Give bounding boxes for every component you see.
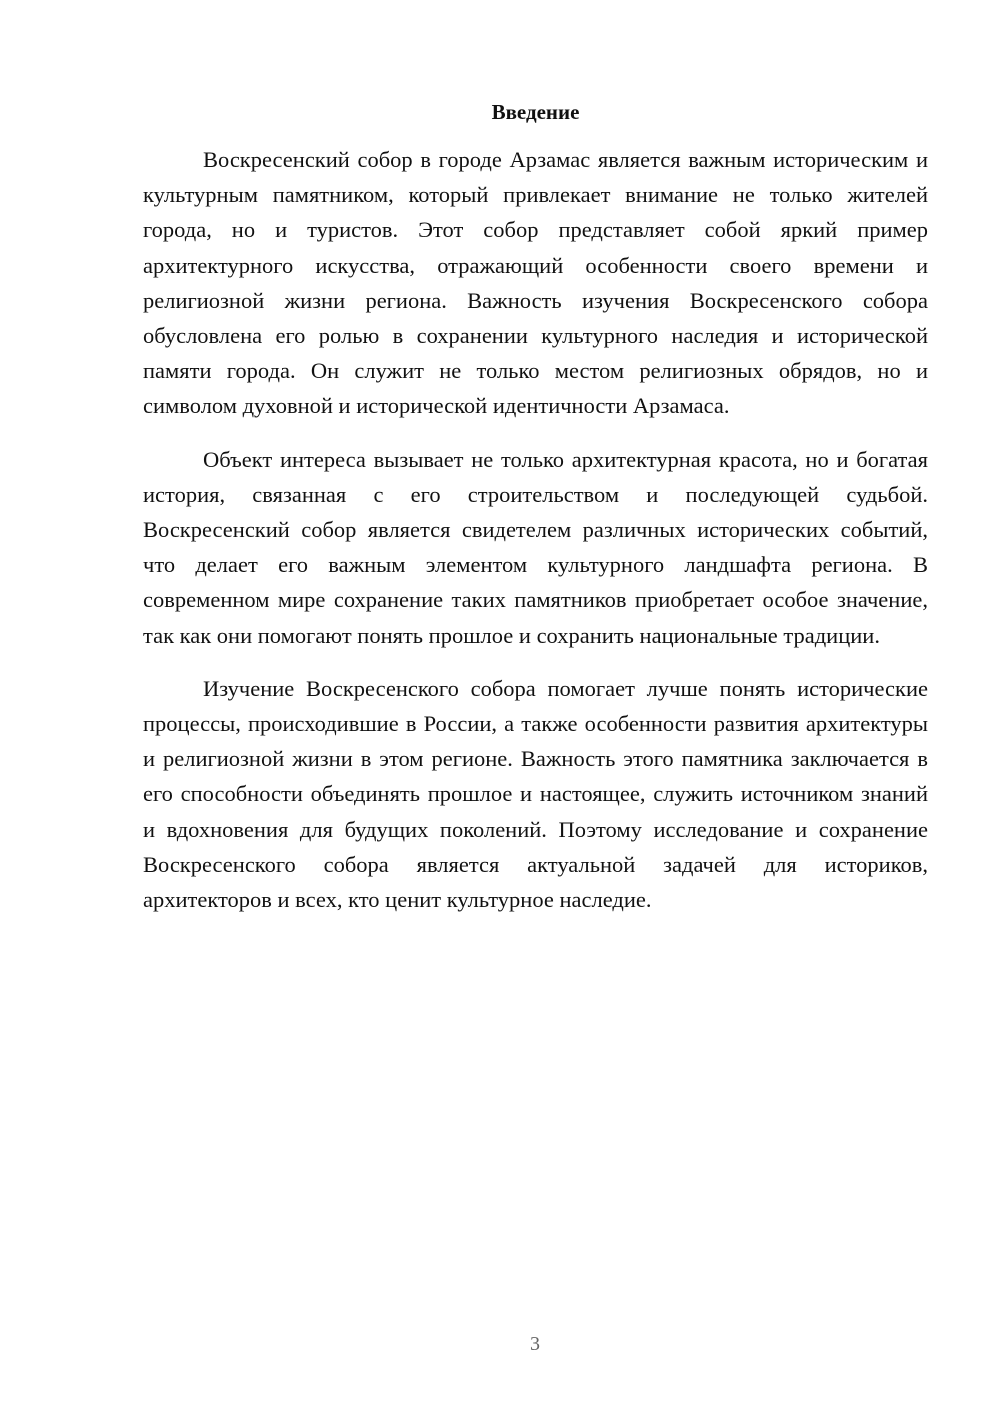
paragraph-1: Воскресенский собор в городе Арзамас является важным историческим и культурным памятником, который привлекает внимание не только жителей города, но и туристов. Этот собор представляет собой яркий пример архитектурного искусства, отражающий особенности своего времени и религиозной жизни региона. Важность изучения Воскресенского собора обусловлена его ролью в сохранении культурного наследия и исторической памяти города. Он служит не только местом религиозных обрядов, но и символом духовной и исторической идентичности Арзамаса. — [143, 147, 928, 419]
page-title: Введение — [491, 100, 580, 124]
page-number: 3 — [530, 1333, 540, 1355]
body-text — [143, 142, 928, 935]
paragraph-2: Объект интереса вызывает не только архитектурная красота, но и богатая история, связанная с его строительством и последующей судьбой. Воскресенский собор является свидетелем различных исторических событий, что делает его важным элементом культурного ландшафта региона. В современном мире сохранение таких памятников приобретает особое значение, так как они помогают понять прошлое и сохранить национальные традиции. — [143, 446, 928, 648]
paragraph-3: Изучение Воскресенского собора помогает лучше понять исторические процессы, происходившие в России, а также особенности развития архитектуры и религиозной жизни в этом регионе. Важность этого памятника заключается в его способности объединять прошлое и настоящее, служить источником знаний и вдохновения для будущих поколений. Поэтому исследование и сохранение Воскресенского собора является актуальной задачей для историков, архитекторов и всех, кто ценит культурное наследие. — [143, 675, 928, 913]
